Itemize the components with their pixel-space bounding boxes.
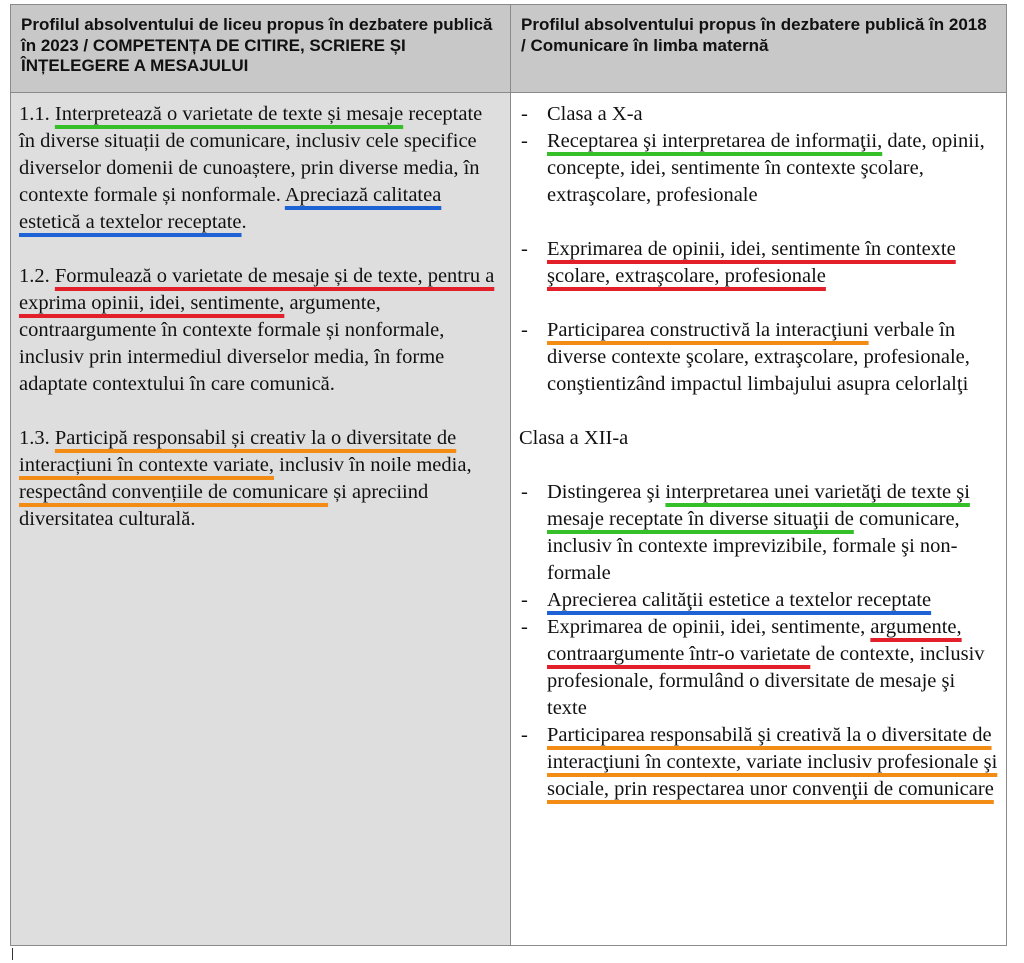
list — [519, 317, 1000, 398]
text: inclusiv în noile media, — [274, 454, 472, 476]
highlight-blue: Aprecierea calităţii estetice a textelor receptate — [547, 589, 932, 611]
highlight-orange: Participarea responsabilă şi creativă la o diversitate de interacţiuni în contexte, variate inclusiv profesionale şi sociale, prin respectarea unor convenţii de comunicare — [547, 724, 998, 800]
text: verbale în diverse contexte şcolare, extraşcolare, profesionale, conştientizând impactul limbajului asupra celorlalţi — [547, 319, 970, 395]
text: Exprimarea de opinii, idei, sentimente, — [547, 616, 871, 638]
highlight-green: Receptarea şi interpretarea de informaţii, — [547, 130, 883, 152]
list-item — [519, 317, 1000, 398]
text: de contexte, inclusiv profesionale, formulând o diversitate de mesaje şi texte — [547, 643, 985, 719]
text: receptate în diverse situații de comunicare, inclusiv cele specifice diverselor domenii de cunoaștere, prin diverse media, în contexte formale și nonformale. — [19, 103, 483, 206]
list-item — [519, 614, 1000, 722]
highlight-red: Exprimarea de opinii, idei, sentimente în contexte şcolare, extraşcolare, profesionale — [547, 238, 956, 287]
page-mark — [12, 948, 13, 960]
header-2018: Profilul absolventului propus în dezbatere publică în 2018 / Comunicare în limba maternă — [511, 5, 1006, 93]
text: 1.1. — [19, 103, 55, 125]
text: . — [241, 211, 247, 233]
list-item — [519, 587, 1000, 614]
highlight-red: argumente, contraargumente într-o varietate — [547, 616, 962, 665]
column-2023 — [11, 93, 511, 945]
competence-1-1 — [19, 101, 502, 236]
highlight-green: Interpretează o varietate de texte și mesaje — [54, 103, 404, 125]
class-10-list — [519, 101, 1000, 209]
highlight-red: Formulează o varietate de mesaje și de texte, pentru a exprima opinii, idei, sentimente, — [19, 265, 495, 314]
text: Distingerea şi — [547, 481, 666, 503]
competence-1-2 — [19, 263, 502, 398]
class-12-label: Clasa a XII-a — [519, 427, 629, 449]
list-item — [519, 236, 1000, 290]
text: și apreciind diversitatea culturală. — [19, 481, 429, 530]
highlight-blue: Apreciază calitatea estetică a textelor receptate — [19, 184, 442, 233]
list-item — [519, 722, 1000, 803]
comparison-table — [10, 4, 1007, 946]
competence-1-3 — [19, 425, 502, 533]
highlight-orange: Participă responsabil și creativ la o diversitate de interacțiuni în contexte variate, — [19, 427, 457, 476]
column-2018 — [511, 93, 1006, 945]
text: 1.2. — [19, 265, 55, 287]
class-12-list — [519, 479, 1000, 803]
list — [519, 236, 1000, 290]
highlight-orange: respectând convențiile de comunicare — [19, 481, 329, 503]
highlight-green: interpretarea unei varietăţi de texte şi mesaje receptate în diverse situaţii de — [547, 481, 970, 530]
text: argumente, contraargumente în contexte formale și nonformale, inclusiv prin intermediul diverselor media, în forme adaptate contextului în care comunică. — [19, 292, 445, 395]
class-10-label: - Clasa a X-a — [519, 101, 1000, 128]
text: comunicare, inclusiv în contexte imprevizibile, formale şi non-formale — [547, 508, 960, 584]
list-item — [519, 128, 1000, 209]
text: date, opinii, concepte, idei, sentimente în contexte şcolare, extraşcolare, profesionale — [547, 130, 985, 206]
highlight-orange: Participarea constructivă la interacţiuni — [547, 319, 869, 341]
text: 1.3. — [19, 427, 55, 449]
list-item — [519, 479, 1000, 587]
header-2023: Profilul absolventului de liceu propus în dezbatere publică în 2023 / COMPETENȚA DE CITIRE, SCRIERE ȘI ÎNȚELEGERE A MESAJULUI — [11, 5, 511, 93]
